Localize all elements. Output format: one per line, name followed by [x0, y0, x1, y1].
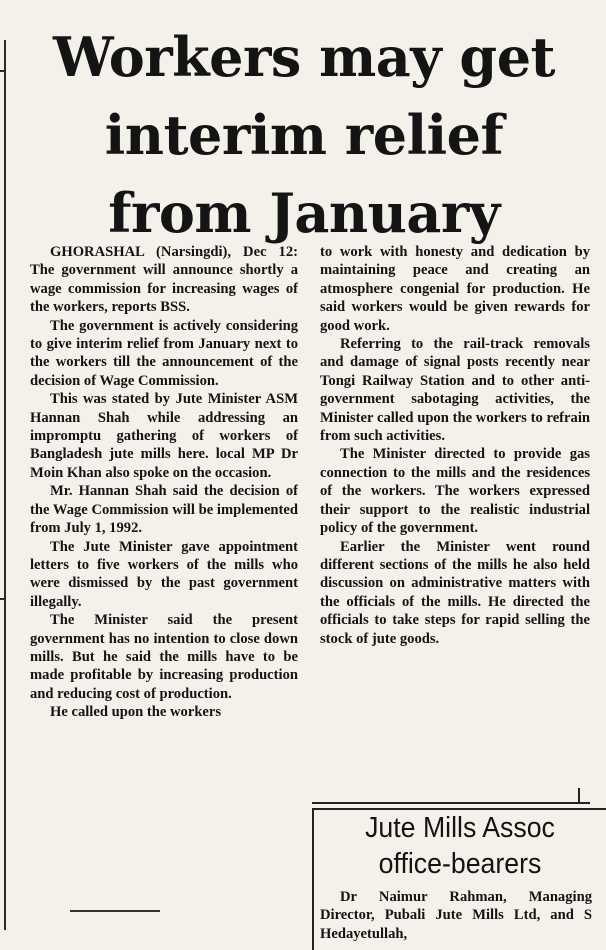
second-headline-line-2: office-bearers	[378, 848, 542, 880]
second-article-headline	[331, 810, 589, 882]
article-paragraph: The Minister said the present government has no intention to close down mills. But he said the mills have to be made profitable by increasing production and reducing cost of production.	[30, 612, 298, 702]
article-paragraph: The Minister directed to provide gas connection to the mills and the residences of the workers. The workers expressed their support to the realistic industrial policy of the government.	[320, 446, 590, 537]
end-mark	[578, 788, 580, 802]
headline-line-3: from January	[108, 181, 500, 245]
article-paragraph: This was stated by Jute Minister ASM Hannan Shah while addressing an impromptu gathering of workers of Bangladesh jute mills here. local MP Dr Moin Khan also spoke on the occasion.	[30, 391, 298, 481]
article-paragraph: Referring to the rail-track removals and damage of signal posts recently near Tongi Railway Station and to other anti-government sabotaging activities, the Minister called upon the workers to refrain from such activities.	[320, 336, 590, 445]
article-column-left	[30, 243, 298, 943]
article-divider	[312, 802, 590, 804]
article-paragraph: Earlier the Minister went round different sections of the mills he also held discussion on administrative matters with the officials of the mills. He directed the officials to take steps for rapid selling the stock of jute goods.	[320, 538, 590, 647]
article-paragraph: Mr. Hannan Shah said the decision of the Wage Commission will be implemented from July 1, 1992.	[30, 483, 298, 537]
second-article-body	[320, 888, 592, 948]
left-column-rule	[4, 40, 6, 930]
article-paragraph: GHORASHAL (Narsingdi), Dec 12: The government will announce shortly a wage commission for increasing wages of the workers, reports BSS.	[30, 244, 298, 316]
left-rule-tick	[0, 598, 6, 600]
article-paragraph: The government is actively considering to give interim relief from January next to the workers till the announcement of the decision of Wage Commission.	[30, 317, 298, 389]
left-rule-tick	[0, 70, 6, 72]
column-end-rule	[70, 910, 160, 912]
article-paragraph: The Jute Minister gave appointment letters to five workers of the mills who were dismissed by the past government illegally.	[30, 538, 298, 610]
article-paragraph: to work with honesty and dedication by maintaining peace and creating an atmosphere congenial for production. He said workers would be given rewards for good work.	[320, 244, 590, 334]
article-column-right	[320, 243, 590, 803]
second-headline-line-1: Jute Mills Assoc	[365, 812, 555, 844]
article-paragraph: Dr Naimur Rahman, Managing Director, Pubali Jute Mills Ltd, and S Hedayetullah,	[320, 889, 592, 942]
headline-line-2: interim relief	[104, 103, 504, 167]
headline	[14, 18, 594, 252]
article-paragraph: He called upon the workers	[50, 704, 222, 721]
headline-line-1: Workers may get	[53, 25, 555, 89]
